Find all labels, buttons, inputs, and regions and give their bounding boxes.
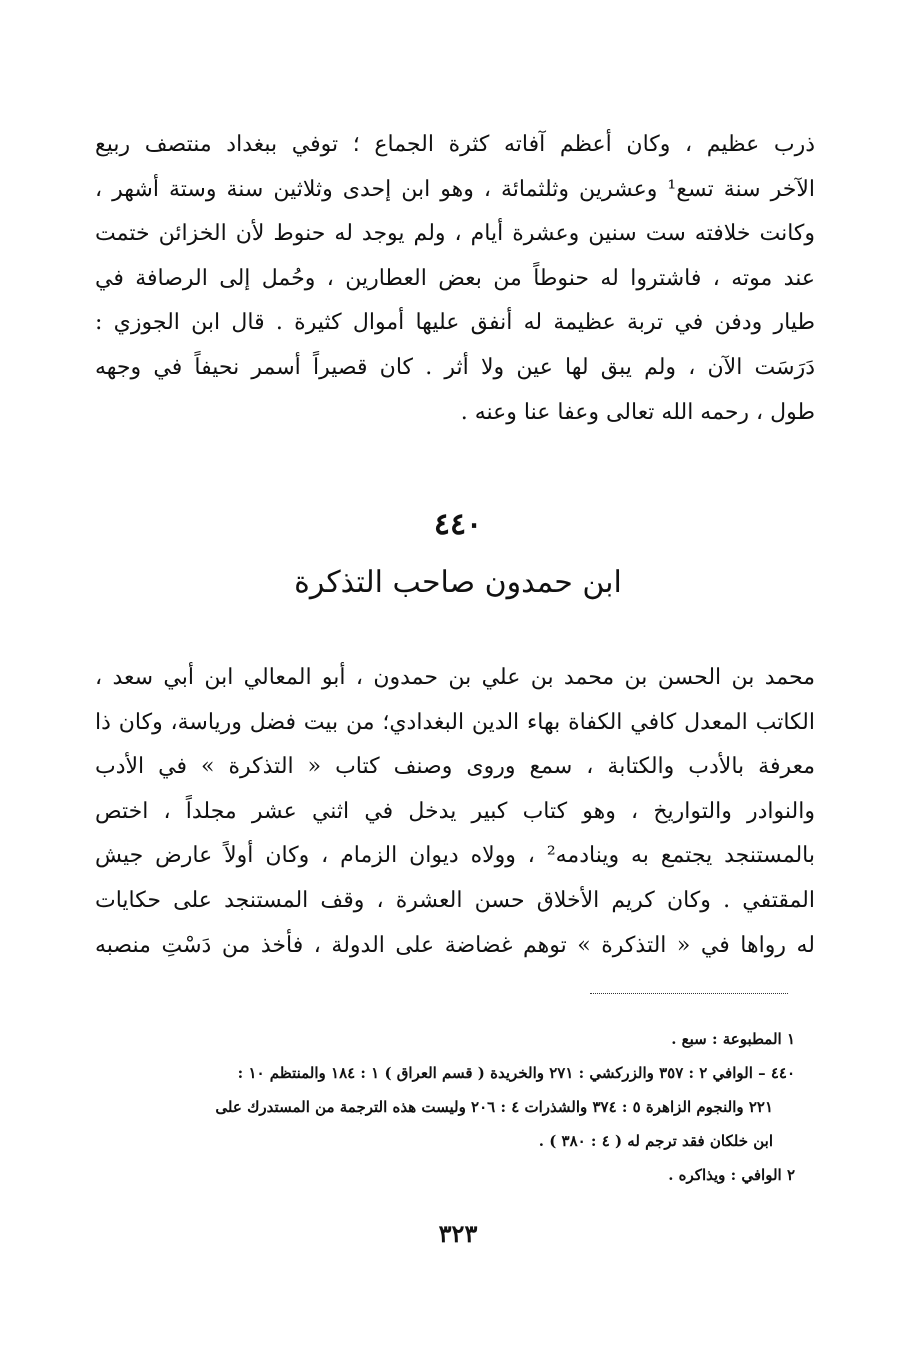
text-line: المقتفي . وكان كريم الأخلاق حسن العشرة ، وقف المستنجد على حكايات xyxy=(95,887,815,913)
entry-body xyxy=(95,656,815,968)
text-line: دَرَسَت الآن ، ولم يبق لها عين ولا أثر . كان قصيراً أسمر نحيفاً في وجهه xyxy=(95,354,815,380)
footnote-line: ابن خلكان فقد ترجم له ( ٤ : ٣٨٠ ) . xyxy=(538,1132,773,1150)
text-line: والنوادر والتواريخ ، وهو كتاب كبير يدخل في اثني عشر مجلداً ، اختص xyxy=(95,798,815,824)
text-line: الآخر سنة تسع¹ وعشرين وثلثمائة ، وهو ابن إحدى وثلاثين سنة وستة أشهر ، xyxy=(95,176,815,202)
page-number: ٣٢٣ xyxy=(438,1219,478,1248)
footnote-line: ١ المطبوعة : سبع . xyxy=(671,1030,795,1048)
entry-title: ابن حمدون صاحب التذكرة xyxy=(294,565,622,600)
text-line: ذرب عظيم ، وكان أعظم آفاته كثرة الجماع ؛ توفي ببغداد منتصف ربيع xyxy=(95,132,815,157)
text-line: طيار ودفن في تربة عظيمة له أنفق عليها أموال كثيرة . قال ابن الجوزي : xyxy=(95,310,815,336)
footnote-line: ٢٢١ والنجوم الزاهرة ٥ : ٣٧٤ والشذرات ٤ : ٢٠٦ وليست هذه الترجمة من المستدرك على xyxy=(215,1098,773,1116)
text-line: وكانت خلافته ست سنين وعشرة أيام ، ولم يوجد له حنوط لأن الخزائن ختمت xyxy=(95,221,815,247)
entry-number: ٤٤٠ xyxy=(433,507,483,542)
paragraph-continued xyxy=(95,123,815,435)
text-line: بالمستنجد يجتمع به وينادمه² ، وولاه ديوان الزمام ، وكان أولاً عارض جيش xyxy=(95,843,815,869)
text-line: محمد بن الحسن بن محمد بن علي بن حمدون ، أبو المعالي ابن أبي سعد ، xyxy=(95,665,815,690)
text-line: الكاتب المعدل كافي الكفاة بهاء الدين البغدادي؛ من بيت فضل ورياسة، وكان ذا xyxy=(95,709,815,735)
text-line: معرفة بالأدب والكتابة ، سمع وروى وصنف كتاب « التذكرة » في الأدب xyxy=(95,754,815,780)
text-line: طول ، رحمه الله تعالى وعفا عنا وعنه . xyxy=(460,399,815,425)
footnote-separator xyxy=(590,993,788,994)
text-line: عند موته ، فاشتروا له حنوطاً من بعض العطارين ، وحُمل إلى الرصافة في xyxy=(95,265,815,291)
text-line: له رواها في « التذكرة » توهم غضاضة على الدولة ، فأخذ من دَسْتِ منصبه xyxy=(95,932,815,958)
footnote-line: ٤٤٠ – الوافي ٢ : ٣٥٧ والزركشي : ٢٧١ والخريدة ( قسم العراق ) ١ : ١٨٤ والمنتظم ١٠ : xyxy=(237,1064,795,1082)
footnote-line: ٢ الوافي : ويذاكره . xyxy=(668,1166,795,1184)
footnotes xyxy=(95,1022,795,1192)
